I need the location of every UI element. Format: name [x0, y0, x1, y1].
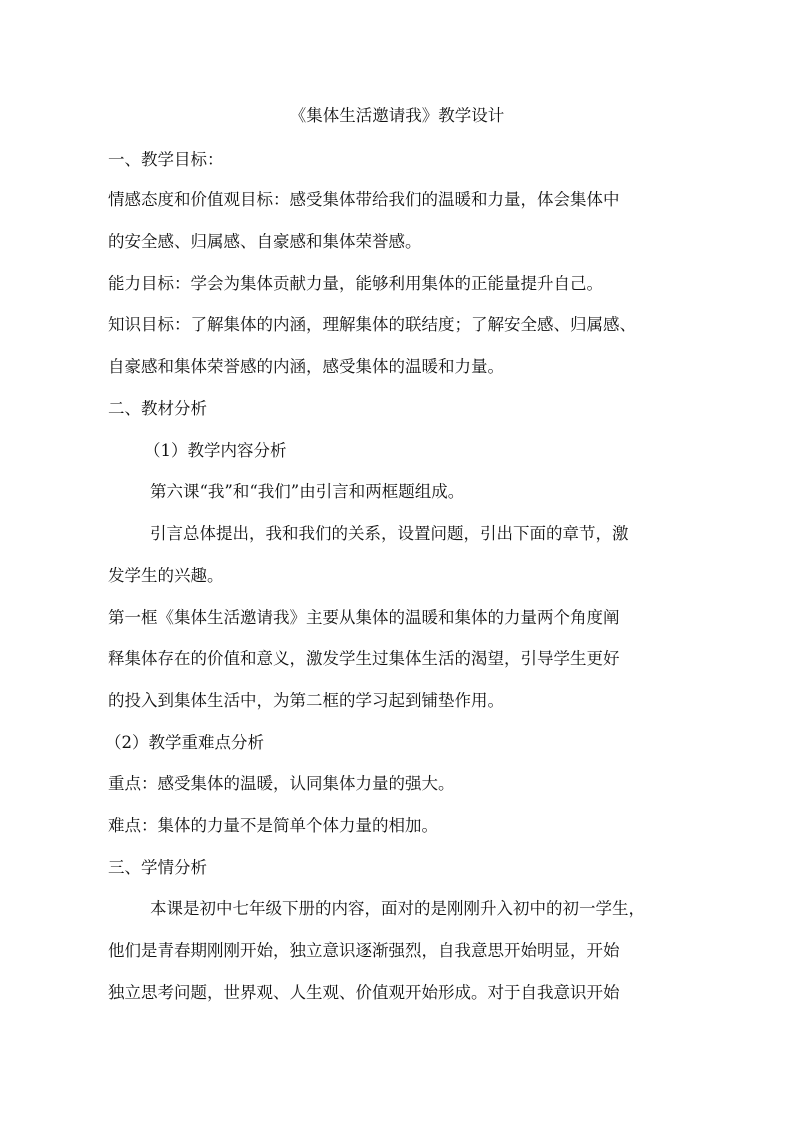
paragraph-line: 重点：感受集体的温暖，认同集体力量的强大。	[108, 774, 455, 793]
paragraph-line: 的安全感、归属感、自豪感和集体荣誉感。	[108, 232, 422, 251]
paragraph-line: 自豪感和集体荣誉感的内涵，感受集体的温暖和力量。	[108, 357, 504, 376]
paragraph-line: 能力目标：学会为集体贡献力量，能够利用集体的正能量提升自己。	[108, 274, 603, 293]
section-heading-learners: 三、学情分析	[108, 858, 207, 877]
paragraph-line: 独立思考问题，世界观、人生观、价值观开始形成。对于自我意识开始	[108, 983, 620, 1002]
paragraph-line: 的投入到集体生活中，为第二框的学习起到铺垫作用。	[108, 691, 504, 710]
paragraph-line: 第一框《集体生活邀请我》主要从集体的温暖和集体的力量两个角度阐	[108, 608, 620, 627]
paragraph-line: 引言总体提出，我和我们的关系，设置问题，引出下面的章节，激	[150, 524, 629, 543]
paragraph-line: 知识目标：了解集体的内涵，理解集体的联结度；了解安全感、归属感、	[108, 315, 636, 334]
section-heading-materials: 二、教材分析	[108, 399, 207, 418]
section-heading-objectives: 一、教学目标：	[108, 150, 224, 169]
paragraph-line: 本课是初中七年级下册的内容，面对的是刚刚升入初中的初一学生，	[150, 899, 645, 918]
paragraph-line: 发学生的兴趣。	[108, 566, 224, 585]
paragraph-line: 情感态度和价值观目标：感受集体带给我们的温暖和力量，体会集体中	[108, 190, 620, 209]
paragraph-line: 第六课“我”和“我们”由引言和两框题组成。	[150, 482, 465, 501]
paragraph-line: 释集体存在的价值和意义，激发学生过集体生活的渴望，引导学生更好	[108, 649, 620, 668]
subsection-heading: （2）教学重难点分析	[105, 733, 264, 752]
paragraph-line: 难点：集体的力量不是简单个体力量的相加。	[108, 816, 438, 835]
document-title: 《集体生活邀请我》教学设计	[289, 106, 505, 125]
paragraph-line: 他们是青春期刚刚开始，独立意识逐渐强烈，自我意思开始明显，开始	[108, 941, 620, 960]
subsection-heading: （1）教学内容分析	[144, 441, 287, 460]
